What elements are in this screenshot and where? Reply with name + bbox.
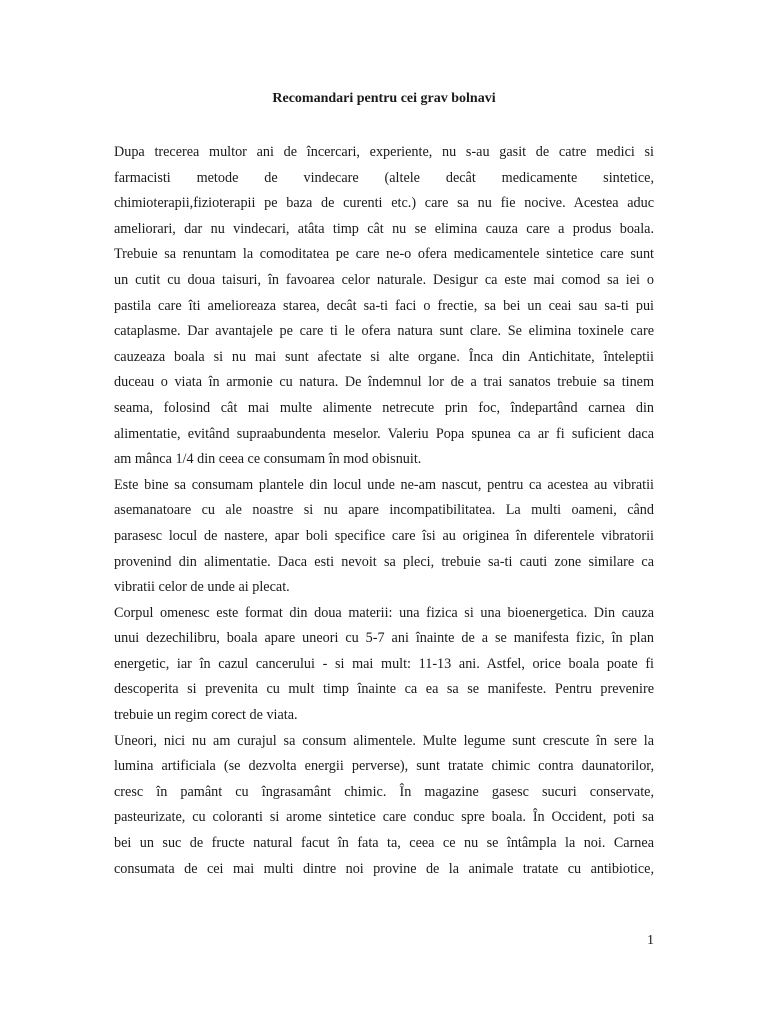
- text-line: vibratii celor de unde ai plecat.: [114, 579, 290, 596]
- text-line: un cutit cu doua taisuri, în favoarea celor naturale. Desigur ca este mai comod sa iei o: [114, 271, 654, 288]
- text-line: Este bine sa consumam plantele din locul unde ne-am nascut, pentru ca acestea au vibratii: [114, 476, 654, 493]
- text-line: Dupa trecerea multor ani de încercari, experiente, nu s-au gasit de catre medici si: [114, 144, 654, 160]
- paragraph: [114, 601, 654, 729]
- document-title: Recomandari pentru cei grav bolnavi: [272, 91, 496, 106]
- text-line: lumina artificiala (se dezvolta energii perverse), sunt tratate chimic contra daunatorilor,: [114, 758, 654, 775]
- text-line: unui dezechilibru, boala apare uneori cu 5-7 ani înainte de a se manifesta fizic, în plan: [114, 630, 654, 647]
- text-line: seama, folosind cât mai multe alimente netrecute prin foc, îndepartând carnea din: [114, 399, 654, 416]
- text-line: ameliorari, dar nu vindecari, atâta timp cât nu se elimina cauza care a produs boala.: [114, 220, 654, 237]
- page-number: 1: [647, 933, 654, 948]
- text-line: cresc în pamânt cu îngrasamânt chimic. În magazine gasesc sucuri conservate,: [114, 783, 654, 800]
- text-line: pasteurizate, cu coloranti si arome sintetice care conduc spre boala. În Occident, poti sa: [114, 809, 654, 826]
- paragraph: [114, 140, 654, 473]
- text-line: Corpul omenesc este format din doua materii: una fizica si una bioenergetica. Din cauza: [114, 604, 654, 621]
- text-line: am mânca 1/4 din ceea ce consumam în mod obisnuit.: [114, 451, 422, 468]
- paragraph: [114, 473, 654, 601]
- text-line: descoperita si prevenita cu mult timp înainte ca ea sa se manifeste. Pentru prevenire: [114, 681, 654, 698]
- text-line: cauzeaza boala si nu mai sunt afectate si alte organe. Înca din Antichitate, înteleptii: [114, 348, 654, 365]
- text-line: cataplasme. Dar avantajele pe care ti le ofera natura sunt clare. Se elimina toxinele care: [114, 323, 654, 340]
- text-line: alimentatie, evitând supraabundenta meselor. Valeriu Popa spunea ca ar fi suficient daca: [114, 425, 654, 442]
- text-line: pastila care îti amelioreaza starea, decât sa-ti faci o frectie, sa bei un ceai sau sa-ti pui: [114, 297, 654, 314]
- text-line: consumata de cei mai multi dintre noi provine de la animale tratate cu antibiotice,: [114, 860, 654, 877]
- text-line: chimioterapii,fizioterapii pe baza de curenti etc.) care sa nu fie nocive. Acestea aduc: [114, 195, 654, 212]
- document-body: [114, 140, 654, 882]
- text-line: Trebuie sa renuntam la comoditatea pe care ne-o ofera medicamentele sintetice care sunt: [114, 246, 654, 263]
- text-line: Uneori, nici nu am curajul sa consum alimentele. Multe legume sunt crescute în sere la: [114, 732, 654, 749]
- paragraph: [114, 729, 654, 883]
- text-line: provenind din alimentatie. Daca esti nevoit sa pleci, trebuie sa-ti cauti zone similare ca: [114, 553, 654, 570]
- text-line: asemanatoare cu ale noastre si nu apare incompatibilitatea. La multi oameni, când: [114, 502, 654, 519]
- text-line: bei un suc de fructe natural facut în fata ta, ceea ce nu se întâmpla la noi. Carnea: [114, 835, 654, 852]
- text-line: duceau o viata în armonie cu natura. De îndemnul lor de a trai sanatos trebuie sa tinem: [114, 374, 654, 391]
- text-line: energetic, iar în cazul cancerului - si mai mult: 11-13 ani. Astfel, orice boala poate fi: [114, 655, 654, 672]
- text-line: trebuie un regim corect de viata.: [114, 707, 298, 724]
- text-line: parasesc locul de nastere, apar boli specifice care îsi au originea în diferentele vibratorii: [114, 527, 654, 544]
- text-line: farmacisti metode de vindecare (altele decât medicamente sintetice,: [114, 169, 654, 186]
